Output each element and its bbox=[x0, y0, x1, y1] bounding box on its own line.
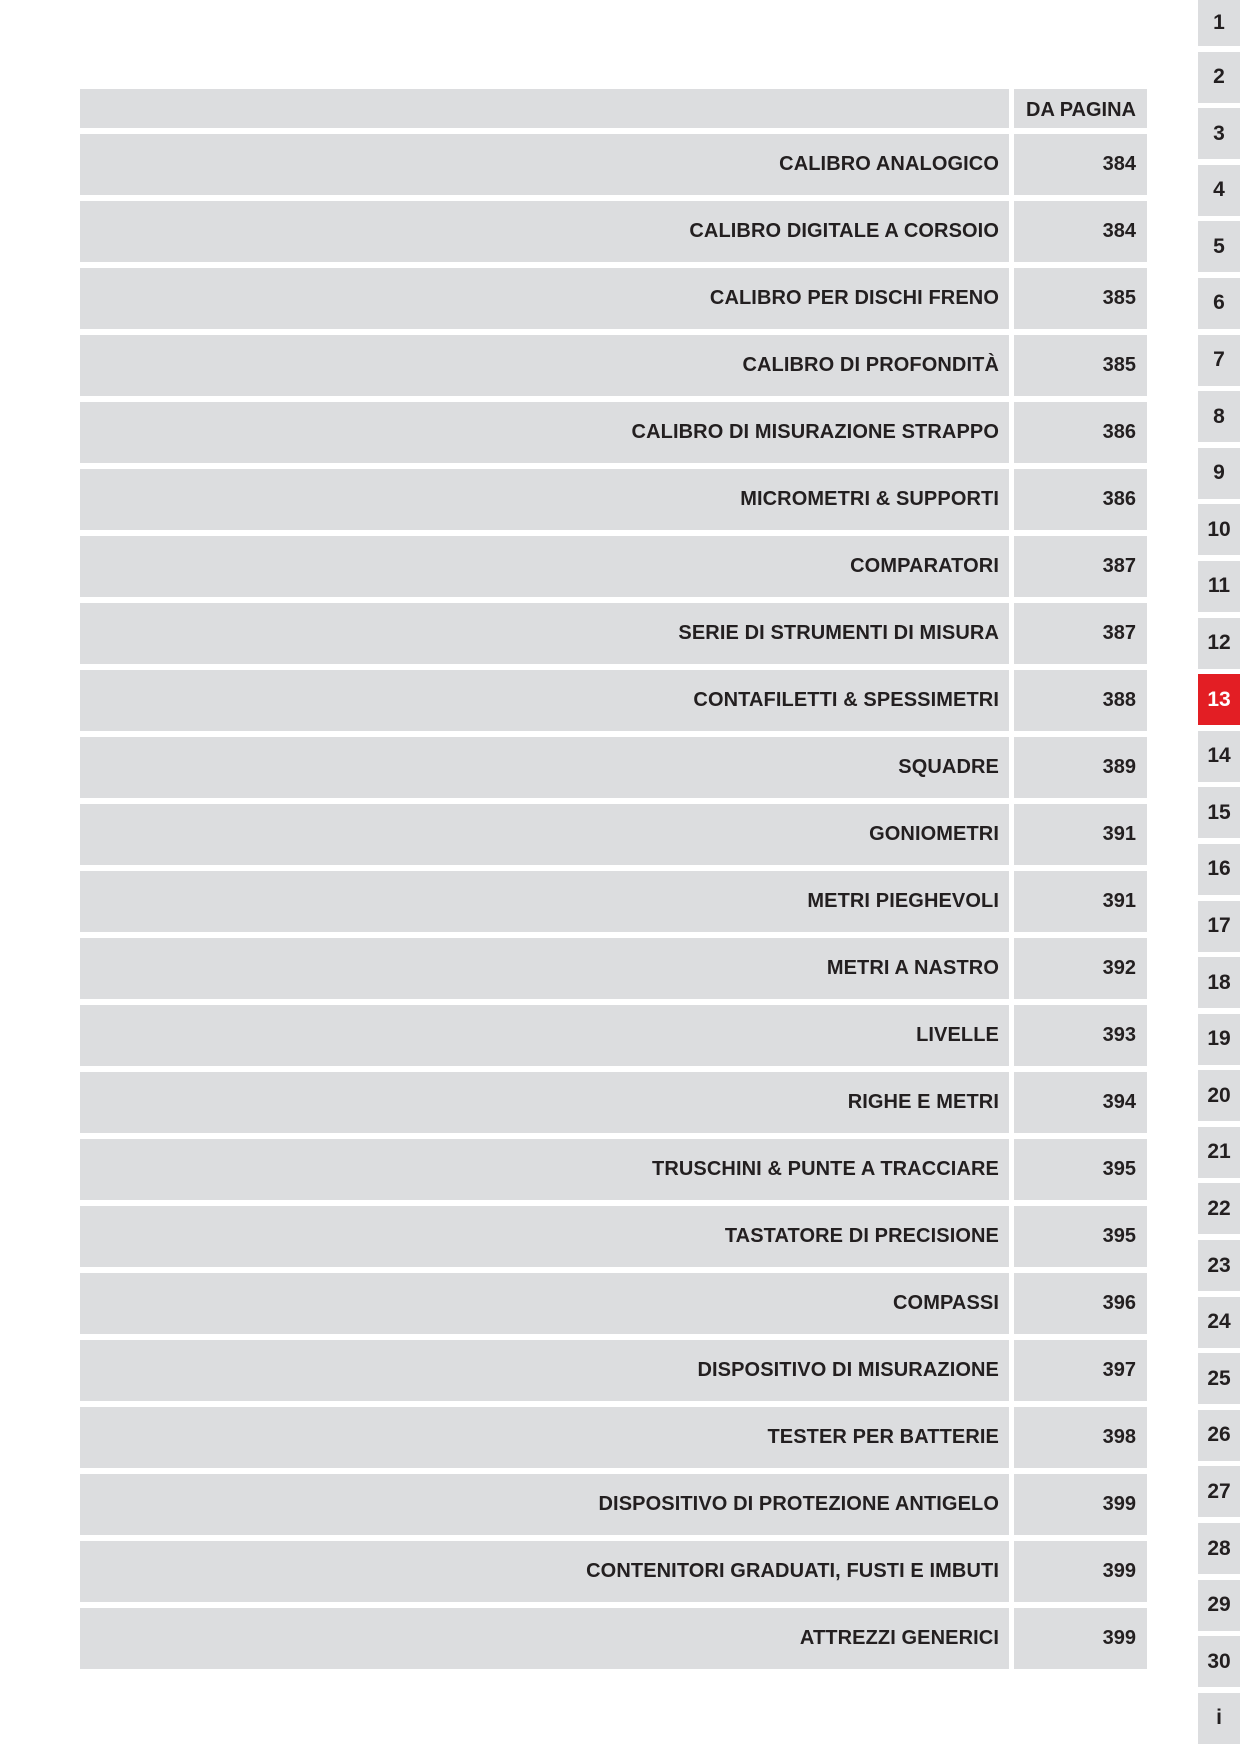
index-row[interactable] bbox=[80, 1608, 1147, 1669]
chapter-tab-9[interactable]: 9 bbox=[1198, 448, 1240, 499]
index-row-page: 386 bbox=[1014, 469, 1147, 530]
index-row-title: DISPOSITIVO DI MISURAZIONE bbox=[80, 1340, 1009, 1401]
index-row-page: 384 bbox=[1014, 201, 1147, 262]
chapter-tab-14[interactable]: 14 bbox=[1198, 731, 1240, 782]
chapter-tab-20[interactable]: 20 bbox=[1198, 1070, 1240, 1121]
chapter-tab-i[interactable]: i bbox=[1198, 1693, 1240, 1744]
chapter-tab-24[interactable]: 24 bbox=[1198, 1297, 1240, 1348]
index-row-page: 385 bbox=[1014, 335, 1147, 396]
index-row[interactable] bbox=[80, 938, 1147, 999]
chapter-tab-3[interactable]: 3 bbox=[1198, 108, 1240, 159]
chapter-tab-19[interactable]: 19 bbox=[1198, 1014, 1240, 1065]
index-row-title: RIGHE E METRI bbox=[80, 1072, 1009, 1133]
index-row-title: DISPOSITIVO DI PROTEZIONE ANTIGELO bbox=[80, 1474, 1009, 1535]
chapter-tab-22[interactable]: 22 bbox=[1198, 1183, 1240, 1234]
index-row-title: TRUSCHINI & PUNTE A TRACCIARE bbox=[80, 1139, 1009, 1200]
header-title-cell bbox=[80, 89, 1009, 128]
chapter-tab-17[interactable]: 17 bbox=[1198, 901, 1240, 952]
index-row-title: CALIBRO DIGITALE A CORSOIO bbox=[80, 201, 1009, 262]
chapter-tab-26[interactable]: 26 bbox=[1198, 1410, 1240, 1461]
index-row-page: 393 bbox=[1014, 1005, 1147, 1066]
index-row-page: 399 bbox=[1014, 1541, 1147, 1602]
chapter-tab-2[interactable]: 2 bbox=[1198, 52, 1240, 103]
index-row-page: 387 bbox=[1014, 603, 1147, 664]
index-row-page: 388 bbox=[1014, 670, 1147, 731]
index-row[interactable] bbox=[80, 201, 1147, 262]
index-row[interactable] bbox=[80, 603, 1147, 664]
index-row-title: CALIBRO ANALOGICO bbox=[80, 134, 1009, 195]
index-row[interactable] bbox=[80, 134, 1147, 195]
index-row-title: SQUADRE bbox=[80, 737, 1009, 798]
index-row-title: MICROMETRI & SUPPORTI bbox=[80, 469, 1009, 530]
index-row-page: 386 bbox=[1014, 402, 1147, 463]
index-row-title: CONTENITORI GRADUATI, FUSTI E IMBUTI bbox=[80, 1541, 1009, 1602]
chapter-tab-10[interactable]: 10 bbox=[1198, 504, 1240, 555]
index-row[interactable] bbox=[80, 335, 1147, 396]
chapter-tab-15[interactable]: 15 bbox=[1198, 787, 1240, 838]
index-row[interactable] bbox=[80, 1139, 1147, 1200]
index-row-title: SERIE DI STRUMENTI DI MISURA bbox=[80, 603, 1009, 664]
index-table-body bbox=[80, 134, 1147, 1669]
index-row-page: 384 bbox=[1014, 134, 1147, 195]
index-row-page: 387 bbox=[1014, 536, 1147, 597]
chapter-tab-25[interactable]: 25 bbox=[1198, 1353, 1240, 1404]
index-row-page: 389 bbox=[1014, 737, 1147, 798]
index-row-title: LIVELLE bbox=[80, 1005, 1009, 1066]
index-row[interactable] bbox=[80, 268, 1147, 329]
index-row[interactable] bbox=[80, 1541, 1147, 1602]
index-row-page: 395 bbox=[1014, 1206, 1147, 1267]
index-row[interactable] bbox=[80, 1340, 1147, 1401]
index-row-title: TASTATORE DI PRECISIONE bbox=[80, 1206, 1009, 1267]
index-row-title: ATTREZZI GENERICI bbox=[80, 1608, 1009, 1669]
index-row[interactable] bbox=[80, 670, 1147, 731]
index-row-title: GONIOMETRI bbox=[80, 804, 1009, 865]
index-row[interactable] bbox=[80, 1407, 1147, 1468]
index-row-page: 392 bbox=[1014, 938, 1147, 999]
index-row-title: TESTER PER BATTERIE bbox=[80, 1407, 1009, 1468]
index-row[interactable] bbox=[80, 1005, 1147, 1066]
index-row[interactable] bbox=[80, 1474, 1147, 1535]
index-row-page: 394 bbox=[1014, 1072, 1147, 1133]
index-row-title: COMPARATORI bbox=[80, 536, 1009, 597]
index-row[interactable] bbox=[80, 804, 1147, 865]
chapter-tab-8[interactable]: 8 bbox=[1198, 391, 1240, 442]
chapter-tab-29[interactable]: 29 bbox=[1198, 1580, 1240, 1631]
index-row[interactable] bbox=[80, 871, 1147, 932]
chapter-tab-30[interactable]: 30 bbox=[1198, 1636, 1240, 1687]
chapter-tab-23[interactable]: 23 bbox=[1198, 1240, 1240, 1291]
chapter-tab-28[interactable]: 28 bbox=[1198, 1523, 1240, 1574]
index-row[interactable] bbox=[80, 1206, 1147, 1267]
index-row[interactable] bbox=[80, 1273, 1147, 1334]
chapter-tab-13[interactable]: 13 bbox=[1198, 674, 1240, 725]
index-row-title: COMPASSI bbox=[80, 1273, 1009, 1334]
index-row-page: 399 bbox=[1014, 1608, 1147, 1669]
chapter-tab-27[interactable]: 27 bbox=[1198, 1466, 1240, 1517]
index-row-title: METRI A NASTRO bbox=[80, 938, 1009, 999]
index-row-page: 397 bbox=[1014, 1340, 1147, 1401]
chapter-tab-12[interactable]: 12 bbox=[1198, 618, 1240, 669]
index-row-page: 399 bbox=[1014, 1474, 1147, 1535]
chapter-tab-bar bbox=[1198, 0, 1240, 1749]
index-row-page: 391 bbox=[1014, 871, 1147, 932]
chapter-tab-4[interactable]: 4 bbox=[1198, 165, 1240, 216]
index-row-title: CALIBRO PER DISCHI FRENO bbox=[80, 268, 1009, 329]
index-row[interactable] bbox=[80, 536, 1147, 597]
index-row[interactable] bbox=[80, 469, 1147, 530]
index-row-page: 391 bbox=[1014, 804, 1147, 865]
chapter-tab-11[interactable]: 11 bbox=[1198, 561, 1240, 612]
index-row-title: CALIBRO DI MISURAZIONE STRAPPO bbox=[80, 402, 1009, 463]
chapter-tab-5[interactable]: 5 bbox=[1198, 221, 1240, 272]
header-page-label: DA PAGINA bbox=[1014, 89, 1147, 128]
index-row-title: METRI PIEGHEVOLI bbox=[80, 871, 1009, 932]
chapter-tab-1[interactable]: 1 bbox=[1198, 0, 1240, 46]
index-row-page: 396 bbox=[1014, 1273, 1147, 1334]
chapter-tab-18[interactable]: 18 bbox=[1198, 957, 1240, 1008]
index-row-page: 385 bbox=[1014, 268, 1147, 329]
index-row[interactable] bbox=[80, 402, 1147, 463]
chapter-tab-7[interactable]: 7 bbox=[1198, 335, 1240, 386]
index-row[interactable] bbox=[80, 1072, 1147, 1133]
index-row-page: 398 bbox=[1014, 1407, 1147, 1468]
chapter-tab-16[interactable]: 16 bbox=[1198, 844, 1240, 895]
index-row-title: CONTAFILETTI & SPESSIMETRI bbox=[80, 670, 1009, 731]
index-row-title: CALIBRO DI PROFONDITÀ bbox=[80, 335, 1009, 396]
index-table bbox=[80, 89, 1147, 1675]
index-row[interactable] bbox=[80, 737, 1147, 798]
index-row-page: 395 bbox=[1014, 1139, 1147, 1200]
chapter-tab-6[interactable]: 6 bbox=[1198, 278, 1240, 329]
chapter-tab-21[interactable]: 21 bbox=[1198, 1127, 1240, 1178]
index-table-header bbox=[80, 89, 1147, 128]
